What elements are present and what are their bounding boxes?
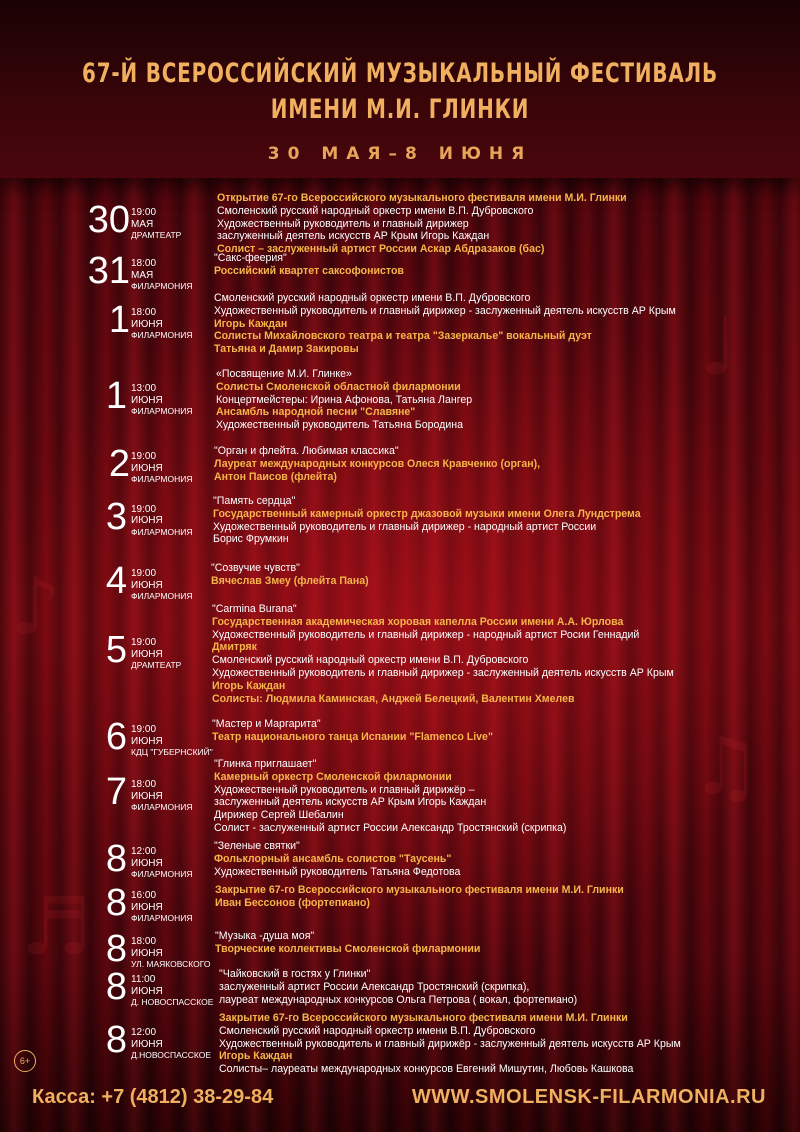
event-meta (131, 637, 181, 672)
event-description (214, 252, 404, 278)
event-meta (131, 207, 181, 242)
event-description (212, 603, 674, 705)
event-time: 18:00 (131, 307, 157, 318)
event-meta (131, 451, 192, 486)
event-line: Вячеслав Змеу (флейта Пана) (211, 574, 369, 587)
event-line: Открытие 67-го Всероссийского музыкального фестиваля имени М.И. Глинки (217, 192, 627, 204)
event-line: Художественный руководитель Татьяна Бородина (216, 419, 464, 432)
event-line: "Музыка -душа моя" (215, 930, 315, 942)
event-line: Государственная академическая хоровая капелла России имени А.А. Юрлова (212, 615, 624, 628)
event-time: 19:00 (131, 637, 157, 649)
event-time: 13:00 (131, 383, 157, 394)
website-link[interactable]: WWW.SMOLENSK-FILARMONIA.RU (411, 1086, 766, 1108)
event-venue: ФИЛАРМОНИЯ (131, 281, 193, 291)
event-venue: Д.НОВОСПАССКОЕ (131, 1050, 212, 1060)
event-line: "Мастер и Маргарита" (212, 718, 321, 730)
event-month: ИЮНЯ (131, 515, 163, 527)
event-venue: ФИЛАРМОНИЯ (131, 913, 193, 923)
event-meta (131, 779, 192, 814)
event-line: Смоленский русский народный оркестр имени В.П. Дубровского (217, 204, 534, 217)
event-line: Антон Паисов (флейта) (214, 470, 337, 483)
event-meta (131, 383, 192, 418)
event-line: Ансамбль народной песни "Славяне" (216, 406, 416, 419)
event-line: Закрытие 67-го Всероссийского музыкального фестиваля имени М.И. Глинки (215, 884, 624, 896)
event-line: Лауреат международных конкурсов Олеся Кравченко (орган), (214, 457, 541, 470)
event-day: 8 (105, 1019, 127, 1061)
event-month: ИЮНЯ (131, 985, 163, 997)
event-line: Театр национального танца Испании "Flamenco Live" (212, 730, 493, 743)
event-meta (131, 846, 192, 881)
event-line: "Глинка приглашает" (214, 758, 317, 770)
event-line: Концертмейстеры: Ирина Афонова, Татьяна Лангер (216, 393, 473, 406)
event-venue: ФИЛАРМОНИЯ (131, 802, 193, 813)
event-venue: КДЦ "ГУБЕРНСКИЙ" (131, 747, 213, 757)
event-line: заслуженный деятель искусств АР Крым Игорь Каждан (214, 796, 487, 809)
music-note-decoration: ♪ (10, 560, 62, 653)
event-time: 18:00 (131, 258, 157, 269)
event-description (219, 968, 577, 1006)
event-venue: ДРАМТЕАТР (131, 660, 182, 671)
event-time: 16:00 (131, 890, 157, 901)
event-line: Иван Бессонов (фортепиано) (215, 896, 370, 909)
event-venue: ФИЛАРМОНИЯ (131, 526, 193, 537)
festival-title-line2: ИМЕНИ М.И. ГЛИНКИ (270, 94, 530, 125)
event-line: "Сакс-феерия" (214, 252, 287, 264)
event-description (219, 1012, 681, 1076)
event-day: 8 (105, 966, 127, 1008)
event-line: Художественный руководитель и главный дирижер - заслуженный деятель искусств АР Крым (214, 304, 676, 317)
event-line: Солисты Михайловского театра и театра "Зазеркалье" вокальный дуэт (214, 330, 592, 343)
event-meta (131, 1027, 211, 1062)
poster-header (0, 0, 800, 178)
event-line: "Созвучие чувств" (211, 562, 300, 574)
event-line: Игорь Каждан (219, 1050, 293, 1063)
event-line: Солист – заслуженный артист России Аскар Абдразаков (бас) (217, 243, 545, 256)
event-description (217, 192, 627, 256)
event-time: 12:00 (131, 846, 157, 857)
event-description (214, 758, 566, 835)
event-description (215, 884, 624, 910)
event-line: Солисты: Людмила Каминская, Анджей Белецкий, Валентин Хмелев (212, 692, 575, 705)
event-time: 19:00 (131, 207, 157, 218)
event-line: Фольклорный ансамбль солистов "Таусень" (214, 852, 452, 865)
age-rating-badge: 6+ (14, 1050, 36, 1072)
event-line: заслуженный артист России Александр Тростянский (скрипка), (219, 980, 530, 993)
festival-dates: 30 МАЯ–8 ИЮНЯ (267, 144, 533, 164)
event-month: ИЮНЯ (131, 318, 163, 330)
event-time: 18:00 (131, 936, 157, 947)
event-day: 1 (108, 299, 130, 341)
event-line: Смоленский русский народный оркестр имени В.П. Дубровского (219, 1024, 536, 1037)
event-day: 6 (105, 716, 127, 758)
event-meta (131, 568, 192, 603)
event-line: "Память сердца" (213, 495, 296, 507)
event-line: Дмитряк (212, 641, 257, 654)
event-line: "Чайковский в гостях у Глинки" (219, 968, 371, 980)
event-line: заслуженный деятель искусств АР Крым Игорь Каждан (217, 230, 490, 243)
event-venue: ФИЛАРМОНИЯ (131, 869, 193, 879)
event-day: 3 (105, 495, 127, 538)
music-note-decoration: ♬ (20, 880, 92, 973)
event-day: 2 (108, 443, 130, 485)
event-venue: ДРАМТЕАТР (131, 230, 182, 240)
event-time: 11:00 (131, 974, 156, 985)
event-meta (131, 936, 211, 971)
event-line: Художественный руководитель и главный дирижер - народный артист Росии Геннадий (212, 628, 640, 641)
event-description (211, 562, 369, 588)
event-time: 19:00 (131, 568, 157, 579)
event-description (215, 930, 480, 956)
event-line: Солист - заслуженный артист России Александр Тростянский (скрипка) (214, 821, 567, 834)
event-line: Художественный руководитель и главный дирижер - народный артист России (213, 520, 597, 533)
event-line: "Зеленые святки" (214, 840, 300, 852)
event-line: Смоленский русский народный оркестр имени В.П. Дубровского (212, 654, 529, 667)
event-line: Дирижер Сергей Шебалин (214, 809, 344, 822)
event-line: Российский квартет саксофонистов (214, 264, 404, 277)
event-month: ИЮНЯ (131, 462, 163, 474)
event-meta (131, 504, 192, 539)
box-office-phone[interactable]: Касса: +7 (4812) 38-29-84 (32, 1086, 274, 1108)
poster-footer (0, 1078, 800, 1132)
event-line: Солисты– лауреаты международных конкурсов Евгений Мишутин, Любовь Кашкова (219, 1063, 634, 1076)
event-meta (131, 258, 192, 293)
event-line: «Посвящение М.И. Глинке» (216, 368, 352, 380)
event-day: 8 (105, 882, 127, 924)
event-venue: ФИЛАРМОНИЯ (131, 330, 193, 340)
event-month: ИЮНЯ (131, 947, 163, 959)
festival-title-line1: 67-Й ВСЕРОССИЙСКИЙ МУЗЫКАЛЬНЫЙ ФЕСТИВАЛЬ (82, 58, 718, 89)
event-month: ИЮНЯ (131, 790, 163, 802)
event-venue: ФИЛАРМОНИЯ (131, 591, 193, 601)
event-day: 31 (87, 250, 130, 292)
event-line: Камерный оркестр Смоленской филармонии (214, 770, 452, 783)
event-month: ИЮНЯ (131, 648, 163, 660)
event-line: Государственный камерный оркестр джазовой музыки имени Олега Лундстрема (213, 507, 641, 520)
event-month: ИЮНЯ (131, 857, 163, 869)
event-line: Солисты Смоленской областной филармонии (216, 380, 461, 393)
event-line: Художественный руководитель и главный дирижер - заслуженный деятель искусств АР Крым (212, 666, 674, 679)
event-day: 30 (87, 199, 130, 241)
event-day: 8 (105, 928, 127, 970)
event-day: 4 (105, 560, 127, 602)
event-time: 19:00 (131, 724, 157, 735)
music-note-decoration: ♩ (700, 300, 738, 393)
event-meta (131, 890, 192, 925)
event-line: Борис Фрумкин (213, 533, 289, 546)
event-line: Игорь Каждан (214, 317, 288, 330)
event-month: ИЮНЯ (131, 1038, 163, 1050)
event-day: 1 (105, 375, 127, 417)
event-description (213, 495, 641, 546)
event-time: 19:00 (131, 451, 157, 462)
event-month: ИЮНЯ (131, 579, 163, 591)
event-time: 19:00 (131, 503, 157, 515)
event-line: Художественный руководитель и главный дирижёр – (214, 783, 475, 796)
event-line: Художественный руководитель и главный дирижер (217, 217, 469, 230)
event-description (214, 840, 460, 878)
event-line: Художественный руководитель и главный дирижёр - заслуженный деятель искусств АР Крым (219, 1037, 681, 1050)
event-line: Игорь Каждан (212, 679, 286, 692)
event-line: Смоленский русский народный оркестр имени В.П. Дубровского (214, 292, 531, 304)
event-description (212, 718, 493, 744)
event-day: 7 (105, 771, 127, 814)
event-meta (131, 974, 213, 1009)
event-meta (131, 307, 192, 342)
event-time: 12:00 (131, 1027, 157, 1038)
event-month: ИЮНЯ (131, 394, 163, 406)
event-line: Творческие коллективы Смоленской филармонии (215, 942, 481, 955)
event-description (214, 445, 540, 483)
event-line: Татьяна и Дамир Закировы (214, 343, 359, 356)
event-description (214, 292, 676, 356)
event-month: МАЯ (131, 218, 154, 230)
event-venue: УЛ. МАЯКОВСКОГО (131, 959, 211, 969)
event-line: "Carmina Burana" (212, 603, 297, 615)
event-line: лауреат международных конкурсов Ольга Петрова ( вокал, фортепиано) (219, 993, 578, 1006)
event-venue: ФИЛАРМОНИЯ (131, 406, 193, 416)
event-meta (131, 724, 213, 759)
event-venue: ФИЛАРМОНИЯ (131, 474, 193, 484)
music-note-decoration: ♫ (690, 720, 762, 813)
event-line: "Орган и флейта. Любимая классика" (214, 445, 399, 457)
event-venue: Д. НОВОСПАССКОЕ (131, 997, 214, 1007)
event-month: ИЮНЯ (131, 901, 163, 913)
event-line: Художественный руководитель Татьяна Федотова (214, 865, 461, 878)
event-description (216, 368, 472, 432)
event-line: Закрытие 67-го Всероссийского музыкального фестиваля имени М.И. Глинки (219, 1012, 628, 1024)
event-day: 5 (105, 629, 127, 672)
event-month: ИЮНЯ (131, 735, 163, 747)
event-time: 18:00 (131, 779, 157, 791)
event-month: МАЯ (131, 269, 154, 281)
event-day: 8 (105, 838, 127, 880)
